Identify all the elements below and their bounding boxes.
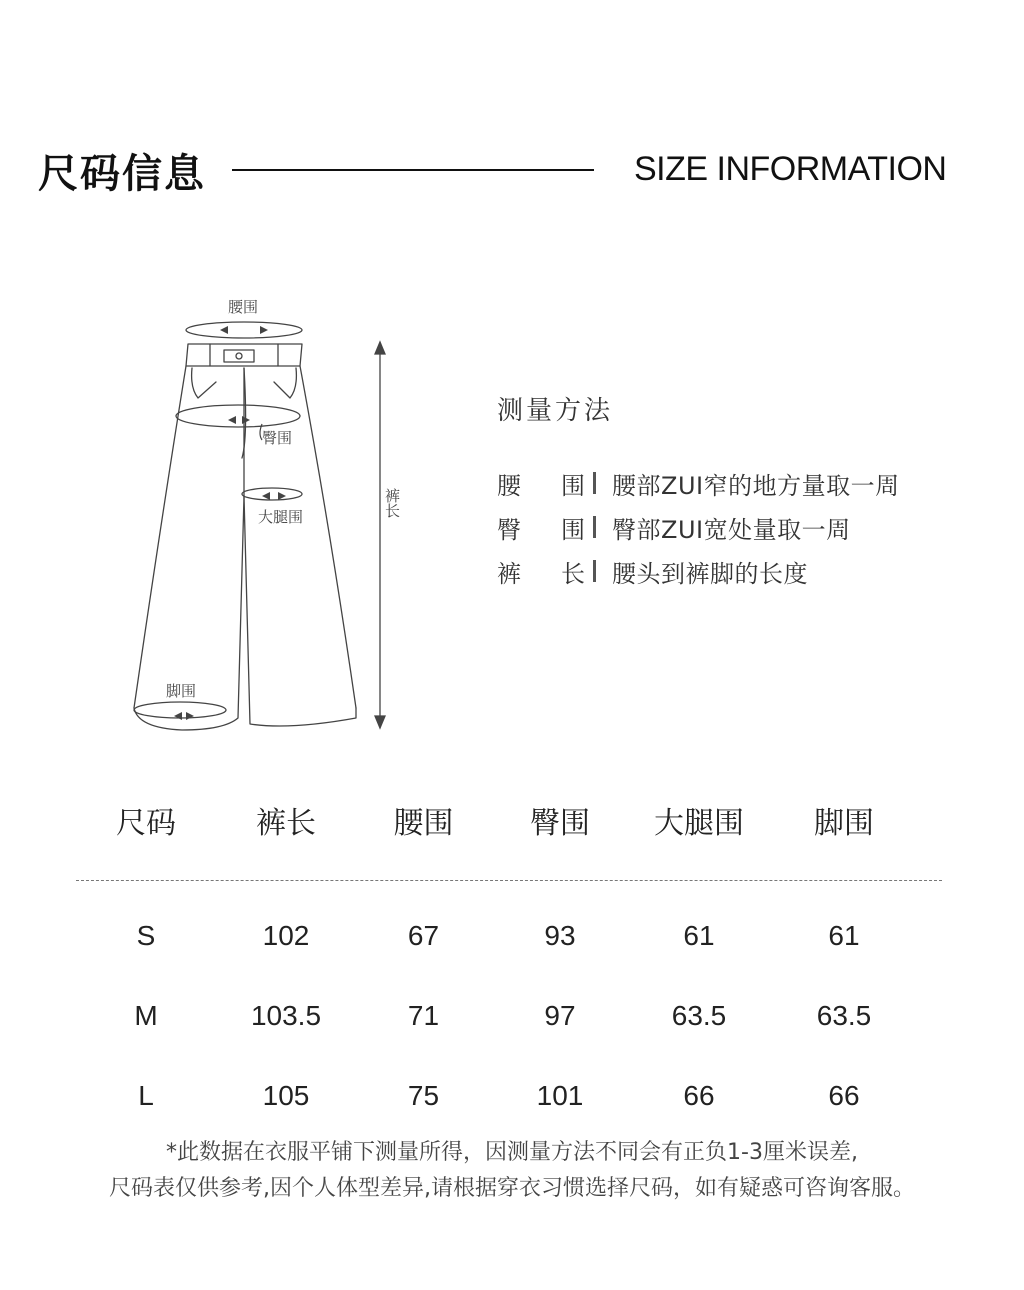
table-row xyxy=(76,1056,942,1136)
cell-hip: 97 xyxy=(544,1000,576,1031)
cell-size: S xyxy=(136,920,156,951)
header-waist: 腰围 xyxy=(393,806,454,841)
term-char: 裤 xyxy=(497,559,521,588)
cell-waist: 71 xyxy=(407,1000,440,1031)
page-title-en: SIZE INFORMATION xyxy=(634,150,947,188)
disclaimer-note xyxy=(0,1135,1024,1207)
method-row-hip xyxy=(497,505,900,549)
header-length: 裤长 xyxy=(256,806,316,841)
cell-length: 105 xyxy=(262,1080,310,1111)
separator xyxy=(593,516,596,538)
cell-hem: 61 xyxy=(828,920,860,951)
table-row xyxy=(76,896,942,976)
separator xyxy=(593,560,596,582)
cell-length: 103.5 xyxy=(250,1000,322,1031)
method-desc: 腰头到裤脚的长度 xyxy=(612,559,808,588)
table-header xyxy=(76,790,942,850)
separator xyxy=(593,472,596,494)
table-row xyxy=(76,976,942,1056)
cell-thigh: 63.5 xyxy=(671,1000,727,1031)
size-table xyxy=(76,790,942,1111)
page-title-cn: 尺码信息 xyxy=(38,151,206,197)
method-row-length xyxy=(497,549,900,593)
cell-hem: 63.5 xyxy=(816,1000,872,1031)
measure-method xyxy=(497,390,900,593)
method-title: 测量方法 xyxy=(497,396,614,426)
waist-label: 腰围 xyxy=(228,298,259,316)
note-line-1: *此数据在衣服平铺下测量所得，因测量方法不同会有正负1-3厘米误差, xyxy=(166,1140,858,1165)
hem-label: 脚围 xyxy=(166,682,197,700)
thigh-label: 大腿围 xyxy=(258,508,304,526)
header-divider xyxy=(232,169,594,171)
note-line-2: 尺码表仅供参考,因个人体型差异,请根据穿衣习惯选择尺码，如有疑惑可咨询客服。 xyxy=(109,1176,915,1201)
pants-diagram xyxy=(120,288,420,748)
term-char: 长 xyxy=(561,559,585,588)
cell-hem: 66 xyxy=(828,1080,860,1111)
method-desc: 腰部ZUI窄的地方量取一周 xyxy=(612,471,900,500)
term-char: 围 xyxy=(561,515,585,544)
cell-size: M xyxy=(134,1000,158,1031)
cell-hip: 93 xyxy=(544,920,576,951)
cell-waist: 75 xyxy=(407,1080,440,1111)
term-char: 围 xyxy=(561,471,585,500)
table-divider xyxy=(76,880,942,881)
header-hem: 脚围 xyxy=(814,806,874,841)
cell-length: 102 xyxy=(262,920,310,951)
cell-waist: 67 xyxy=(407,920,440,951)
term-char: 腰 xyxy=(497,471,521,500)
length-label: 裤长 xyxy=(383,488,401,518)
hip-label: 臀围 xyxy=(262,429,293,447)
header-hip: 臀围 xyxy=(530,806,590,841)
pants-illustration xyxy=(120,288,420,748)
method-row-waist xyxy=(497,461,900,505)
header-thigh: 大腿围 xyxy=(654,806,744,841)
header-size: 尺码 xyxy=(116,806,176,841)
cell-hip: 101 xyxy=(536,1080,584,1111)
cell-thigh: 61 xyxy=(683,920,715,951)
term-char: 臀 xyxy=(497,515,521,544)
cell-thigh: 66 xyxy=(683,1080,715,1111)
cell-size: L xyxy=(138,1080,154,1111)
method-desc: 臀部ZUI宽处量取一周 xyxy=(612,515,851,544)
